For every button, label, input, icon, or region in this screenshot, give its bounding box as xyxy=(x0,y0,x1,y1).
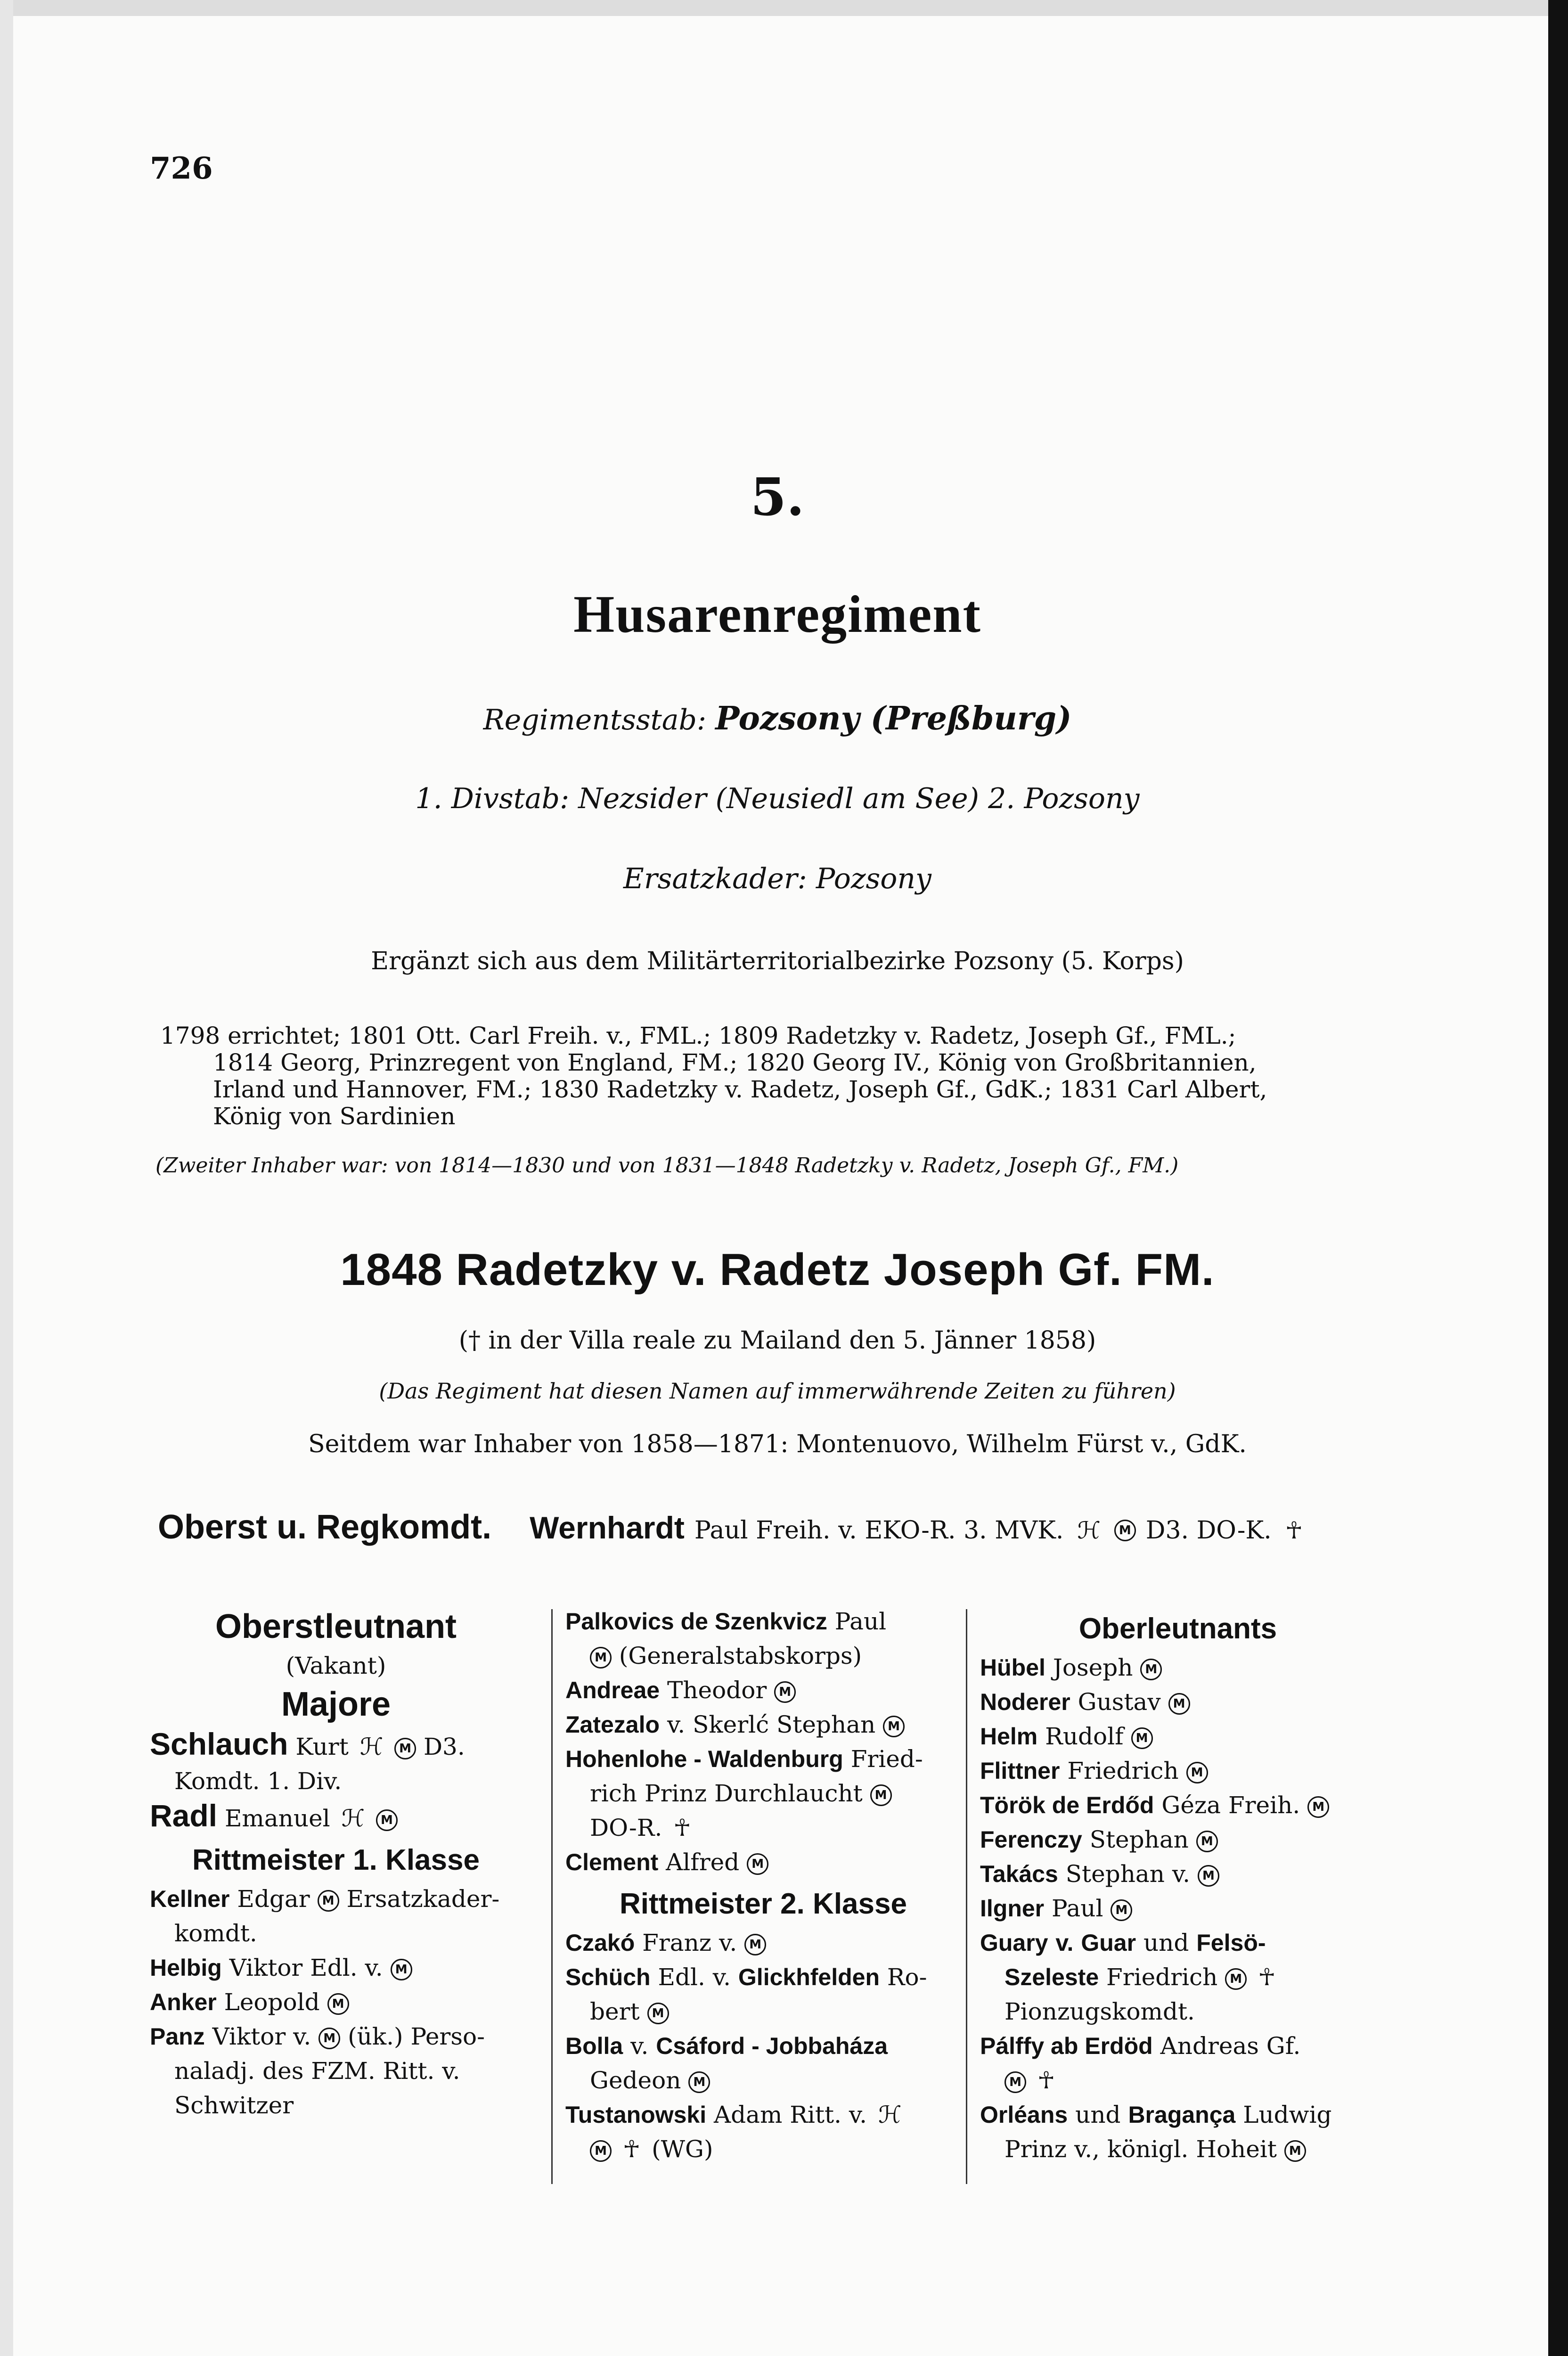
cross-icon: ☥ xyxy=(673,1814,691,1841)
person-name: Czakó xyxy=(565,1930,635,1956)
page-number: 726 xyxy=(150,151,213,186)
list-item xyxy=(980,1857,1376,1891)
person-name: Clement xyxy=(565,1849,659,1875)
person-details: Paul xyxy=(1052,1895,1103,1922)
person-details: Schwitzer xyxy=(174,2092,294,2119)
regiment-history xyxy=(160,1023,1376,1130)
person-details: Gedeon xyxy=(590,2067,681,2094)
medal-m-icon: M xyxy=(1004,2071,1026,2093)
divstab: 1. Divstab: Nezsider (Neusiedl am See) 2. Pozsony xyxy=(415,782,1140,815)
history-line: König von Sardinien xyxy=(213,1103,456,1130)
history-line: 1814 Georg, Prinzregent von England, FM.; 1820 Georg IV., König von Großbritannien, xyxy=(213,1049,1257,1076)
column-2 xyxy=(565,1604,961,2167)
medal-m-icon: M xyxy=(1284,2140,1306,2162)
erganzt-line: Ergänzt sich aus dem Militärterritorialbezirke Pozsony (5. Korps) xyxy=(371,947,1184,975)
cross-icon: ☥ xyxy=(1037,2067,1055,2094)
medal-m-icon: M xyxy=(647,2003,669,2024)
column-divider xyxy=(966,1609,967,2184)
person-details: Ro- xyxy=(887,1963,927,1991)
person-name: Hübel xyxy=(980,1654,1045,1681)
list-item xyxy=(980,2029,1376,2098)
regimentsstab-label: Regimentsstab: xyxy=(483,704,707,736)
person-name: Panz xyxy=(150,2023,205,2050)
cross-icon: ☥ xyxy=(622,2135,641,2163)
person-details: Viktor v. xyxy=(212,2023,311,2050)
order-icon: ℋ xyxy=(341,1805,365,1832)
list-item xyxy=(980,2098,1376,2167)
person-details: Rudolf xyxy=(1045,1723,1124,1750)
person-name: Takács xyxy=(980,1861,1058,1887)
medal-m-icon: M xyxy=(1140,1659,1162,1680)
oberst-name: Wernhardt xyxy=(530,1510,685,1545)
list-item xyxy=(565,1708,961,1742)
section-number: 5. xyxy=(750,466,805,527)
person-name: Guar xyxy=(1081,1930,1136,1956)
person-details: Andreas Gf. xyxy=(1160,2032,1301,2060)
cross-icon: ☥ xyxy=(1285,1517,1303,1544)
person-name: Guary xyxy=(980,1930,1048,1956)
medal-m-icon: M xyxy=(1114,1520,1136,1541)
person-details: Stephan xyxy=(1089,1826,1189,1853)
person-name: v. xyxy=(1055,1930,1074,1956)
list-item xyxy=(150,2020,522,2123)
person-details: Pionzugskomdt. xyxy=(1004,1998,1195,2025)
column-divider xyxy=(551,1609,553,2184)
rittmeister-1-heading: Rittmeister 1. Klasse xyxy=(192,1844,480,1876)
order-icon: ℋ xyxy=(1077,1517,1101,1544)
person-name: Helm xyxy=(980,1723,1038,1750)
person-details: Leopold xyxy=(224,1988,320,2016)
person-details: rich Prinz Durchlaucht xyxy=(590,1780,863,1807)
medal-m-icon: M xyxy=(318,2028,340,2049)
person-firstname: Kurt xyxy=(295,1733,349,1760)
list-item xyxy=(565,2098,961,2167)
medal-m-icon: M xyxy=(590,2140,612,2162)
person-details: Ludwig xyxy=(1243,2101,1332,2128)
list-item xyxy=(150,1882,522,1951)
person-details: v. Skerlć Stephan xyxy=(667,1711,876,1738)
person-name: Flittner xyxy=(980,1758,1060,1784)
cross-icon: ☥ xyxy=(1258,1963,1276,1991)
medal-m-icon: M xyxy=(318,1890,339,1912)
history-line: Irland und Hannover, FM.; 1830 Radetzky v. Radetz, Joseph Gf., GdK.; 1831 Carl Albert, xyxy=(213,1076,1267,1103)
list-item xyxy=(150,1727,522,1799)
person-name: Tustanowski xyxy=(565,2102,707,2128)
medal-m-icon: M xyxy=(1225,1968,1247,1990)
person-name: Radl xyxy=(150,1798,218,1833)
person-name: Bragança xyxy=(1128,2102,1236,2128)
inhaber-heading: 1848 Radetzky v. Radetz Joseph Gf. FM. xyxy=(340,1244,1215,1295)
person-details: Fried- xyxy=(850,1745,923,1773)
person-firstname: Paul xyxy=(834,1608,887,1635)
column-3 xyxy=(980,1604,1376,2167)
list-item xyxy=(565,1960,961,2029)
person-details: (Generalstabskorps) xyxy=(619,1642,862,1669)
person-name: Glickhfelden xyxy=(738,1964,880,1990)
person-name: Zatezalo xyxy=(565,1711,660,1738)
person-name: Hohenlohe - Waldenburg xyxy=(565,1746,843,1772)
medal-m-icon: M xyxy=(1131,1727,1153,1749)
ersatzkader: Ersatzkader: Pozsony xyxy=(623,862,931,895)
person-details: komdt. xyxy=(174,1920,257,1947)
list-item xyxy=(150,1799,522,1836)
list-item xyxy=(565,1604,961,1673)
medal-m-icon: M xyxy=(590,1647,612,1669)
list-item xyxy=(150,1985,522,2020)
person-name: Török de Erdőd xyxy=(980,1792,1154,1818)
person-details: Edl. v. xyxy=(658,1963,731,1991)
person-details: bert xyxy=(590,1998,640,2025)
person-name: Ilgner xyxy=(980,1895,1045,1922)
person-details: Ersatzkader- xyxy=(346,1885,500,1913)
column-1 xyxy=(150,1604,522,2123)
medal-m-icon: M xyxy=(774,1681,796,1703)
person-name: Pálffy ab Erdöd xyxy=(980,2033,1153,2059)
medal-m-icon: M xyxy=(394,1738,416,1759)
oberst-line xyxy=(158,1508,1307,1546)
person-details: Komdt. 1. Div. xyxy=(174,1767,342,1795)
person-details: und xyxy=(1143,1929,1189,1956)
person-details: Theodor xyxy=(667,1677,767,1704)
zweiter-inhaber: (Zweiter Inhaber war: von 1814—1830 und von 1831—1848 Radetzky v. Radetz, Joseph Gf., FM.) xyxy=(155,1153,1179,1178)
person-details: D3. xyxy=(423,1733,465,1760)
medal-m-icon: M xyxy=(1186,1762,1208,1783)
list-item xyxy=(980,1823,1376,1857)
person-name: Bolla xyxy=(565,2033,623,2059)
person-details: Viktor Edl. v. xyxy=(229,1954,383,1981)
list-item xyxy=(565,1926,961,1960)
person-details: naladj. des FZM. Ritt. v. xyxy=(174,2057,460,2085)
medal-m-icon: M xyxy=(376,1809,398,1831)
medal-m-icon: M xyxy=(744,1934,766,1955)
oberstleutnant-heading: Oberstleutnant xyxy=(215,1608,457,1645)
person-name: Noderer xyxy=(980,1689,1070,1715)
list-item xyxy=(980,1754,1376,1788)
oberst-rank: Oberst u. Regkomdt. xyxy=(158,1508,492,1546)
person-details: Friedrich xyxy=(1067,1757,1179,1784)
history-line: 1798 errichtet; 1801 Ott. Carl Freih. v., FML.; 1809 Radetzky v. Radetz, Joseph Gf., FML.; xyxy=(160,1022,1236,1049)
medal-m-icon: M xyxy=(747,1853,768,1875)
medal-m-icon: M xyxy=(1196,1831,1218,1852)
oberstleutnant-value: (Vakant) xyxy=(286,1652,386,1679)
regimentsstab xyxy=(141,700,1413,737)
person-firstname: Edgar xyxy=(237,1885,310,1913)
person-details: und xyxy=(1075,2101,1121,2128)
person-details: Géza Freih. xyxy=(1161,1792,1300,1819)
regimentsstab-value: Pozsony (Preßburg) xyxy=(715,700,1072,737)
list-item xyxy=(980,1719,1376,1754)
list-item xyxy=(565,1845,961,1880)
seitdem-line: Seitdem war Inhaber von 1858—1871: Montenuovo, Wilhelm Fürst v., GdK. xyxy=(308,1430,1247,1458)
person-details: (ük.) Perso- xyxy=(348,2023,485,2050)
person-name: Kellner xyxy=(150,1886,230,1912)
list-item xyxy=(565,2029,961,2098)
medal-m-icon: M xyxy=(688,2071,710,2093)
person-details: Friedrich xyxy=(1106,1963,1218,1991)
person-details: Gustav xyxy=(1078,1688,1161,1716)
order-icon: ℋ xyxy=(359,1733,384,1760)
person-name: Orléans xyxy=(980,2102,1068,2128)
person-firstname: Emanuel xyxy=(224,1805,330,1832)
medal-m-icon: M xyxy=(327,1993,349,2015)
medal-m-icon: M xyxy=(1307,1796,1329,1818)
person-details: v. xyxy=(630,2032,649,2060)
person-details: Adam Ritt. v. xyxy=(714,2101,867,2128)
list-item xyxy=(980,1926,1376,2029)
person-name: Schlauch xyxy=(150,1726,288,1761)
list-item xyxy=(150,1951,522,1985)
scan-border-left xyxy=(0,0,13,2356)
majore-heading: Majore xyxy=(281,1685,391,1723)
list-item xyxy=(980,1651,1376,1685)
list-item xyxy=(565,1673,961,1708)
person-name: Anker xyxy=(150,1989,217,2015)
medal-m-icon: M xyxy=(1198,1865,1219,1887)
person-name: Helbig xyxy=(150,1955,222,1981)
person-name: Felsö- xyxy=(1196,1930,1266,1956)
person-details: Prinz v., königl. Hoheit xyxy=(1004,2135,1277,2163)
regiment-name-note: (Das Regiment hat diesen Namen auf immerwährende Zeiten zu führen) xyxy=(379,1378,1176,1404)
oberst-details-2: D3. DO-K. xyxy=(1145,1516,1272,1545)
list-item xyxy=(980,1891,1376,1926)
person-details: Stephan v. xyxy=(1065,1860,1191,1888)
person-details: DO-R. xyxy=(590,1814,662,1841)
list-item xyxy=(980,1788,1376,1823)
medal-m-icon: M xyxy=(1111,1899,1132,1921)
person-details: (WG) xyxy=(652,2135,713,2163)
person-name: Palkovics de Szenkvicz xyxy=(565,1608,827,1635)
regiment-title: Husarenregiment xyxy=(573,585,981,644)
person-name: Szeleste xyxy=(1004,1964,1099,1990)
list-item xyxy=(565,1742,961,1845)
list-item xyxy=(980,1685,1376,1719)
person-details: Joseph xyxy=(1053,1654,1133,1681)
medal-m-icon: M xyxy=(1168,1693,1190,1715)
person-details: Alfred xyxy=(666,1849,740,1876)
oberst-details: Paul Freih. v. EKO-R. 3. MVK. xyxy=(694,1516,1064,1545)
death-note: († in der Villa reale zu Mailand den 5. Jänner 1858) xyxy=(458,1326,1096,1355)
person-details: Franz v. xyxy=(642,1929,737,1956)
oberleutnants-heading: Oberleutnants xyxy=(1078,1612,1277,1645)
person-name: Andreae xyxy=(565,1677,660,1703)
medal-m-icon: M xyxy=(883,1716,905,1737)
medal-m-icon: M xyxy=(391,1959,412,1980)
order-icon: ℋ xyxy=(878,2101,902,2128)
scan-border-right xyxy=(1548,0,1568,2356)
scan-border-top xyxy=(0,0,1568,16)
person-name: Schüch xyxy=(565,1964,651,1990)
medal-m-icon: M xyxy=(870,1784,892,1806)
person-name: Csáford - Jobbaháza xyxy=(656,2033,888,2059)
rittmeister-2-heading: Rittmeister 2. Klasse xyxy=(620,1888,907,1920)
person-name: Ferenczy xyxy=(980,1826,1082,1853)
